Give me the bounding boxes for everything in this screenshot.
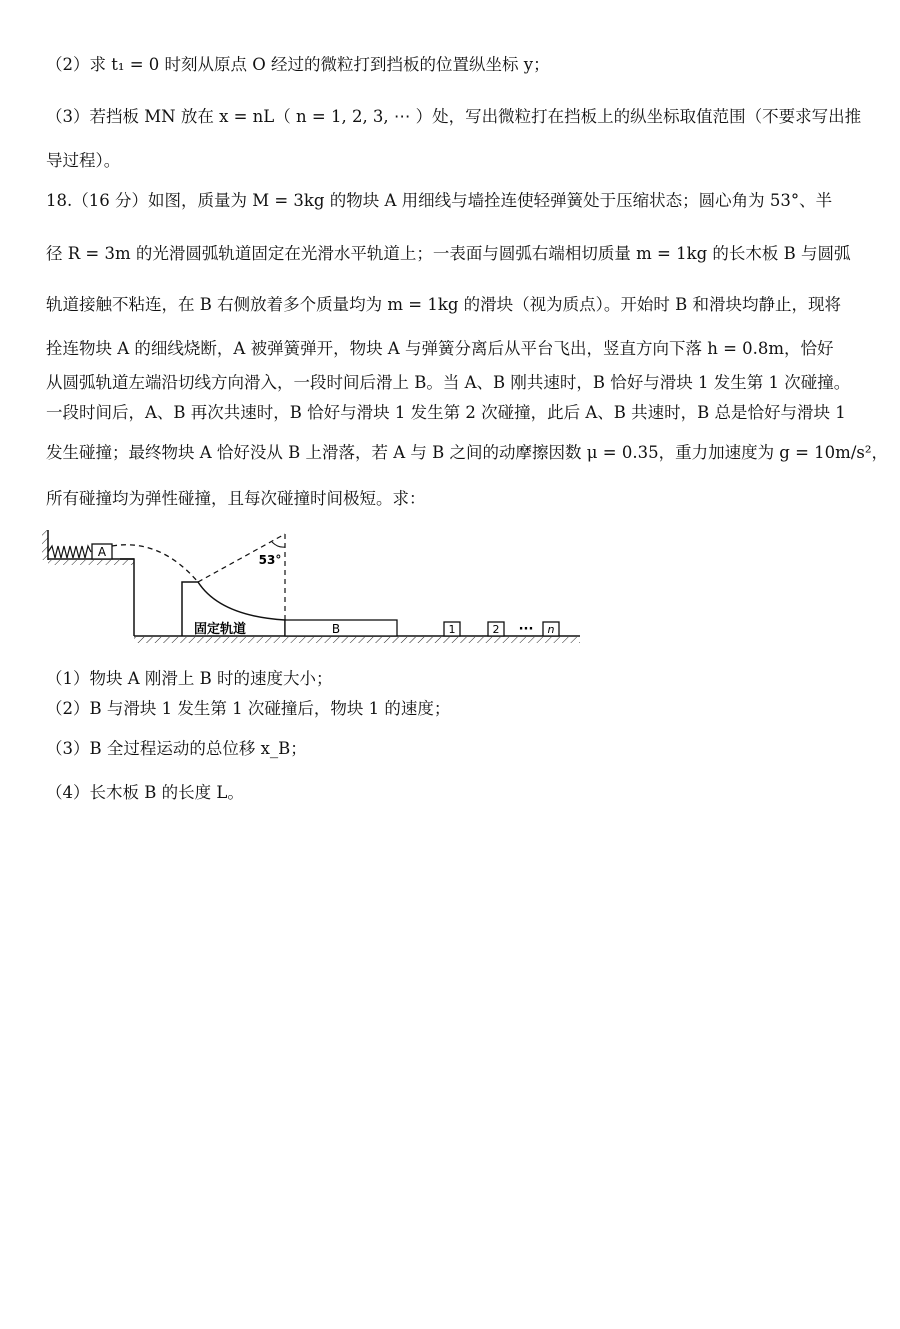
q17-part2: （2）求 t₁ = 0 时刻从原点 O 经过的微粒打到挡板的位置纵坐标 y； bbox=[46, 55, 550, 74]
platform bbox=[48, 559, 134, 636]
q18-line7: 发生碰撞；最终物块 A 恰好没从 B 上滑落，若 A 与 B 之间的动摩擦因数 μ = 0.35，重力加速度为 g = 10m/s²， bbox=[46, 443, 888, 462]
arc-center-lines bbox=[198, 534, 285, 620]
block-a bbox=[92, 544, 112, 559]
ground bbox=[134, 636, 580, 643]
q17-part3: （3）若挡板 MN 放在 x = nL（ n = 1, 2, 3, ⋯ ）处，写出微粒打在挡板上的纵坐标取值范围（不要求写出推 bbox=[46, 107, 862, 126]
wall bbox=[42, 530, 48, 560]
slider-n bbox=[543, 622, 559, 636]
slider-2 bbox=[488, 622, 504, 636]
q18-sub1: （1）物块 A 刚滑上 B 时的速度大小； bbox=[46, 669, 333, 688]
slider-2-label: 2 bbox=[492, 623, 500, 636]
board-b bbox=[285, 620, 397, 636]
q18-sub4: （4）长木板 B 的长度 L。 bbox=[46, 783, 244, 802]
q18-line4: 拴连物块 A 的细线烧断，A 被弹簧弹开，物块 A 与弹簧分离后从平台飞出，竖直方向下落 h = 0.8m，恰好 bbox=[46, 339, 834, 358]
block-a-label: A bbox=[97, 545, 107, 559]
q18-line2: 径 R = 3m 的光滑圆弧轨道固定在光滑水平轨道上；一表面与圆弧右端相切质量 m = 1kg 的长木板 B 与圆弧 bbox=[46, 244, 851, 263]
slider-1-label: 1 bbox=[448, 623, 456, 636]
slider-1 bbox=[444, 622, 460, 636]
q18-line6: 一段时间后，A、B 再次共速时，B 恰好与滑块 1 发生第 2 次碰撞，此后 A、B 共速时，B 总是恰好与滑块 1 bbox=[46, 403, 846, 422]
spring bbox=[48, 546, 91, 558]
angle-label: 53° bbox=[258, 553, 282, 567]
ellipsis: ··· bbox=[518, 622, 534, 637]
q18-sub2: （2）B 与滑块 1 发生第 1 次碰撞后，物块 1 的速度； bbox=[46, 699, 451, 718]
physics-diagram bbox=[40, 520, 600, 650]
board-b-label: B bbox=[331, 622, 341, 636]
q18-line3: 轨道接触不粘连，在 B 右侧放着多个质量均为 m = 1kg 的滑块（视为质点）。开始时 B 和滑块均静止，现将 bbox=[46, 295, 841, 314]
q18-line8: 所有碰撞均为弹性碰撞，且每次碰撞时间极短。求： bbox=[46, 489, 426, 508]
q18-sub3: （3）B 全过程运动的总位移 x_B； bbox=[46, 739, 307, 758]
q18-line1: 18.（16 分）如图，质量为 M = 3kg 的物块 A 用细线与墙拴连使轻弹簧处于压缩状态；圆心角为 53°、半 bbox=[46, 191, 833, 210]
q18-line5: 从圆弧轨道左端沿切线方向滑入，一段时间后滑上 B。当 A、B 刚共速时，B 恰好与滑块 1 发生第 1 次碰撞。 bbox=[46, 373, 851, 392]
fixed-track bbox=[182, 582, 285, 637]
fixed-track-label: 固定轨道 bbox=[193, 622, 247, 637]
slider-n-label: n bbox=[547, 623, 555, 636]
q17-part3-cont: 导过程）。 bbox=[46, 151, 121, 170]
